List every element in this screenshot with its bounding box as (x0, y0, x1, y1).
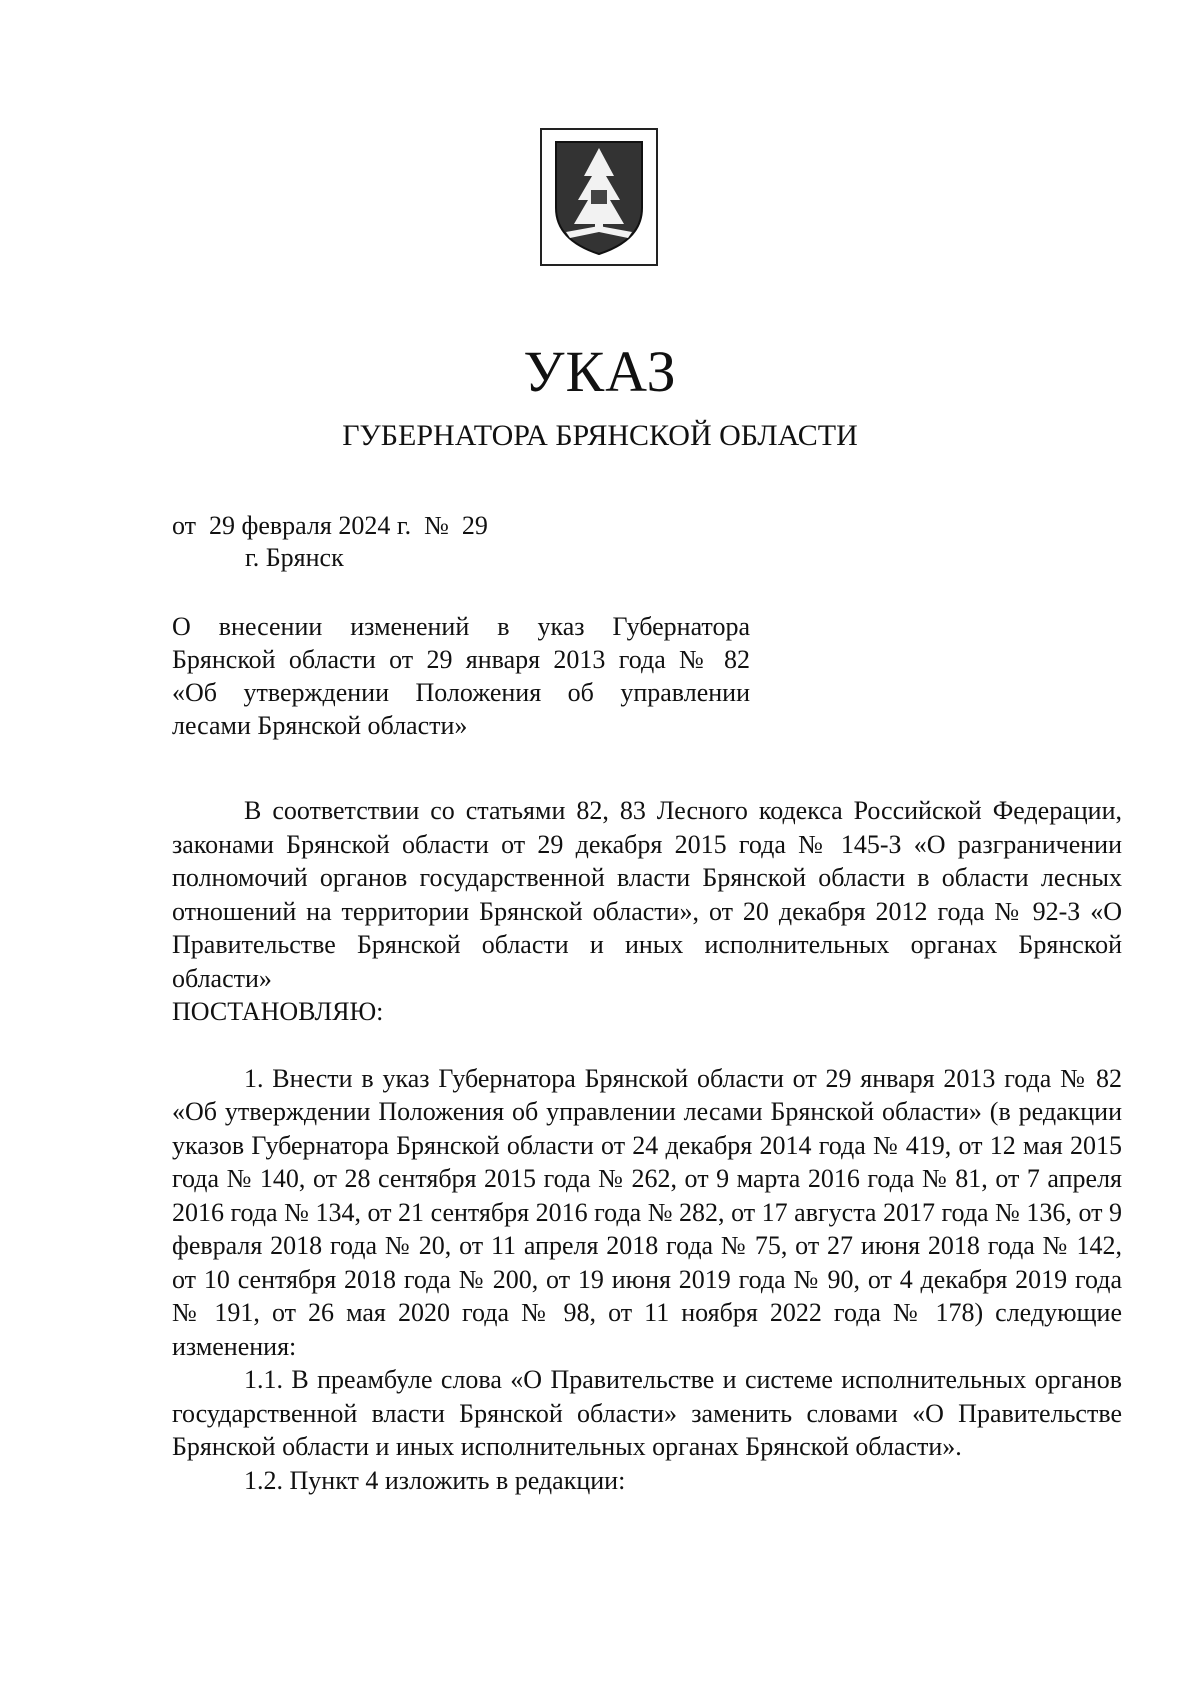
document-subtitle: ГУБЕРНАТОРА БРЯНСКОЙ ОБЛАСТИ (342, 419, 858, 452)
item-1-2-paragraph: 1.2. Пункт 4 изложить в редакции: (244, 1465, 626, 1495)
subject-line: «Об утверждении Положения об управлении (172, 678, 750, 707)
document-subject (172, 610, 750, 742)
item-1-1-paragraph: 1.1. В преамбуле слова «О Правительстве и системе исполнительных органов государственной власти Брянской области» заменить словами «О Правительстве Брянской области и иных исполнительных органах Брянской области». (172, 1365, 1122, 1461)
document-city: г. Брянск (245, 543, 344, 572)
subject-line: Брянской области от 29 января 2013 года № 82 (172, 645, 750, 674)
subject-line: О внесении изменений в указ Губернатора (172, 612, 750, 641)
item-1-paragraph: 1. Внести в указ Губернатора Брянской области от 29 января 2013 года № 82 «Об утверждении Положения об управлении лесами Брянской области» (в редакции указов Губернатора Брянской области от 24 декабря 2014 года № 419, от 12 мая 2015 года № 140, от 28 сентября 2015 года № 262, от 9 марта 2016 года № 81, от 7 апреля 2016 года № 134, от 21 сентября 2016 года № 282, от 17 августа 2017 года № 136, от 9 февраля 2018 года № 20, от 11 апреля 2018 года № 75, от 27 июня 2018 года № 142, от 10 сентября 2018 года № 200, от 19 июня 2019 года № 90, от 4 декабря 2019 года № 191, от 26 мая 2020 года № 98, от 11 ноября 2022 года № 178) следующие изменения: (172, 1063, 1122, 1361)
preamble-paragraph: В соответствии со статьями 82, 83 Лесного кодекса Российской Федерации, законами Брянской области от 29 декабря 2015 года № 145-З «О разграничении полномочий органов государственной власти Брянской области в области лесных отношений на территории Брянской области», от 20 декабря 2012 года № 92-З «О Правительстве Брянской области и иных исполнительных органах Брянской области» (172, 796, 1122, 993)
subject-line: лесами Брянской области» (172, 711, 468, 740)
decree-word: ПОСТАНОВЛЯЮ: (172, 997, 384, 1026)
coat-of-arms-icon (540, 128, 658, 266)
document-body (172, 794, 1122, 1497)
document-title: УКАЗ (523, 339, 677, 404)
document-date-number: от 29 февраля 2024 г. № 29 (172, 511, 488, 540)
